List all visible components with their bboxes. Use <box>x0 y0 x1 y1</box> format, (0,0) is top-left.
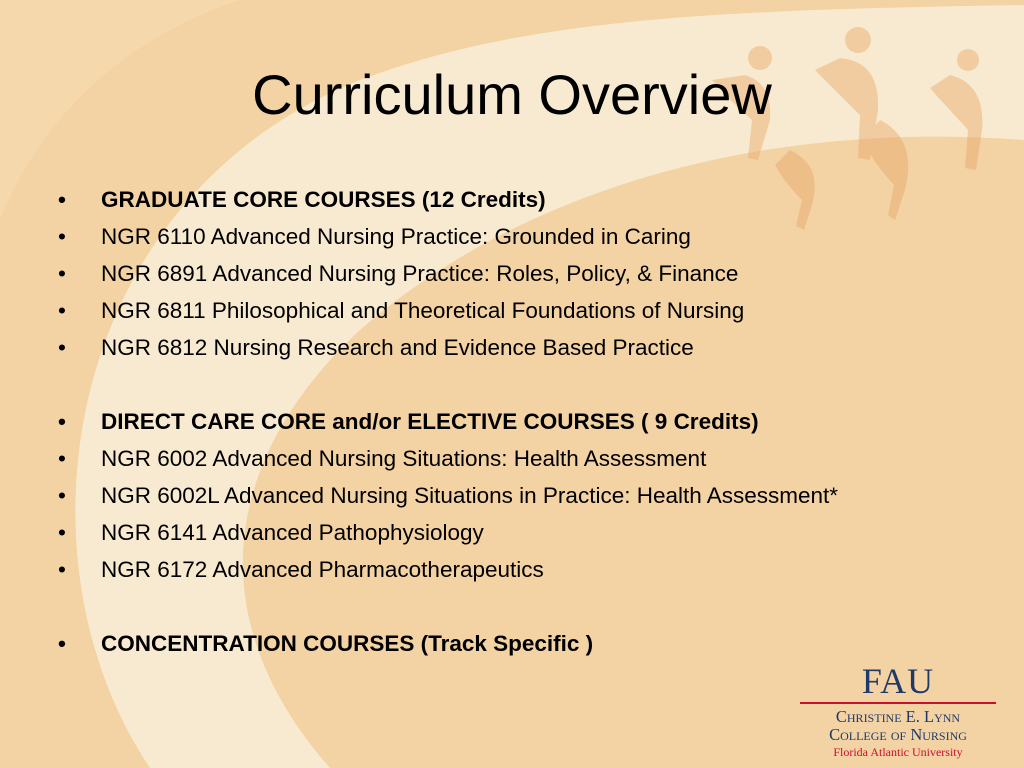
bullet-text: NGR 6110 Advanced Nursing Practice: Grounded in Caring <box>101 224 691 249</box>
bullet-icon: • <box>58 557 66 582</box>
university-name: Florida Atlantic University <box>833 745 963 759</box>
bullet-icon: • <box>58 446 66 471</box>
bullet-text: NGR 6002L Advanced Nursing Situations in Practice: Health Assessment* <box>101 483 839 508</box>
bullet-text: NGR 6812 Nursing Research and Evidence Based Practice <box>101 335 694 360</box>
section-heading <box>58 181 838 218</box>
fau-wordmark: FAU <box>861 661 935 701</box>
bullet-icon: • <box>58 483 66 508</box>
bullet-text: NGR 6811 Philosophical and Theoretical Foundations of Nursing <box>101 298 745 323</box>
bullet-text: NGR 6172 Advanced Pharmacotherapeutics <box>101 557 544 582</box>
bullet-text: CONCENTRATION COURSES (Track Specific ) <box>101 631 594 656</box>
course-item <box>58 255 838 292</box>
bullet-text: NGR 6141 Advanced Pathophysiology <box>101 520 484 545</box>
course-item <box>58 292 838 329</box>
bullet-icon: • <box>58 261 66 286</box>
bullet-text: GRADUATE CORE COURSES (12 Credits) <box>101 187 546 212</box>
bullet-icon: • <box>58 631 66 656</box>
course-item <box>58 551 838 588</box>
course-bullet-list <box>58 181 838 662</box>
fau-nursing-logo <box>800 662 996 760</box>
section-heading <box>58 403 838 440</box>
bullet-text: NGR 6891 Advanced Nursing Practice: Roles, Policy, & Finance <box>101 261 739 286</box>
bullet-icon: • <box>58 187 66 212</box>
college-name-line1: Christine E. Lynn <box>835 707 961 726</box>
bullet-text: DIRECT CARE CORE and/or ELECTIVE COURSES ( 9 Credits) <box>101 409 759 434</box>
course-item <box>58 514 838 551</box>
bullet-icon: • <box>58 298 66 323</box>
slide-title: Curriculum Overview <box>252 63 772 126</box>
course-item <box>58 329 838 366</box>
bullet-icon: • <box>58 224 66 249</box>
college-name-line2: College of Nursing <box>829 725 967 744</box>
course-item <box>58 477 838 514</box>
section-heading <box>58 625 838 662</box>
section-spacer <box>58 366 838 403</box>
bullet-icon: • <box>58 335 66 360</box>
course-item <box>58 440 838 477</box>
bullet-text: NGR 6002 Advanced Nursing Situations: Health Assessment <box>101 446 707 471</box>
bullet-icon: • <box>58 520 66 545</box>
logo-divider <box>800 702 996 704</box>
bullet-icon: • <box>58 409 66 434</box>
course-item <box>58 218 838 255</box>
section-spacer <box>58 588 838 625</box>
